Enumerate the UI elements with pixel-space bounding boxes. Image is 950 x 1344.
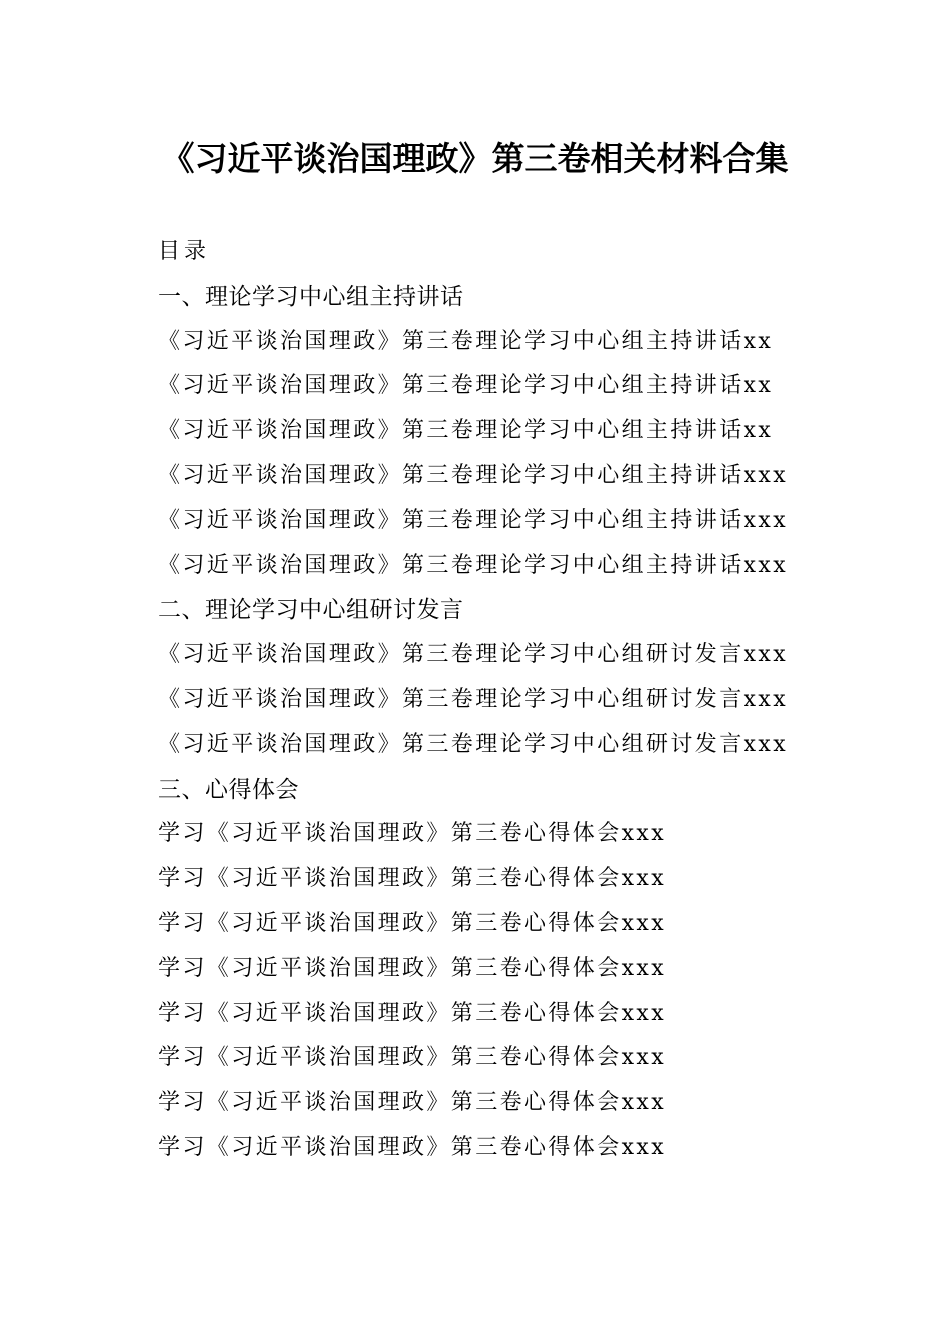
document-title: 《习近平谈治国理政》第三卷相关材料合集 <box>161 139 789 178</box>
toc-entry: 《习近平谈治国理政》第三卷理论学习中心组主持讲话xxx <box>158 462 789 488</box>
toc-entry: 《习近平谈治国理政》第三卷理论学习中心组研讨发言xxx <box>158 642 789 668</box>
toc-entry: 《习近平谈治国理政》第三卷理论学习中心组主持讲话xx <box>158 418 774 444</box>
toc-entry: 学习《习近平谈治国理政》第三卷心得体会xxx <box>158 1000 667 1026</box>
toc-entry: 学习《习近平谈治国理政》第三卷心得体会xxx <box>158 910 667 936</box>
toc-entry: 学习《习近平谈治国理政》第三卷心得体会xxx <box>158 821 667 847</box>
toc-entry: 《习近平谈治国理政》第三卷理论学习中心组主持讲话xx <box>158 328 774 354</box>
section-heading-1: 一、理论学习中心组主持讲话 <box>158 283 464 310</box>
table-of-contents <box>158 230 918 1171</box>
toc-entry: 《习近平谈治国理政》第三卷理论学习中心组主持讲话xxx <box>158 507 789 533</box>
toc-entry: 学习《习近平谈治国理政》第三卷心得体会xxx <box>158 1045 667 1071</box>
section-heading-2: 二、理论学习中心组研讨发言 <box>158 597 464 624</box>
toc-entry: 《习近平谈治国理政》第三卷理论学习中心组研讨发言xxx <box>158 686 789 712</box>
toc-entry: 《习近平谈治国理政》第三卷理论学习中心组主持讲话xx <box>158 373 774 399</box>
toc-entry: 学习《习近平谈治国理政》第三卷心得体会xxx <box>158 955 667 981</box>
toc-entry: 学习《习近平谈治国理政》第三卷心得体会xxx <box>158 1134 667 1160</box>
toc-entry: 学习《习近平谈治国理政》第三卷心得体会xxx <box>158 866 667 892</box>
toc-entry: 学习《习近平谈治国理政》第三卷心得体会xxx <box>158 1090 667 1116</box>
section-heading-3: 三、心得体会 <box>158 776 299 803</box>
toc-entry: 《习近平谈治国理政》第三卷理论学习中心组主持讲话xxx <box>158 552 789 578</box>
toc-label: 目录 <box>158 239 211 264</box>
toc-entry: 《习近平谈治国理政》第三卷理论学习中心组研讨发言xxx <box>158 731 789 757</box>
